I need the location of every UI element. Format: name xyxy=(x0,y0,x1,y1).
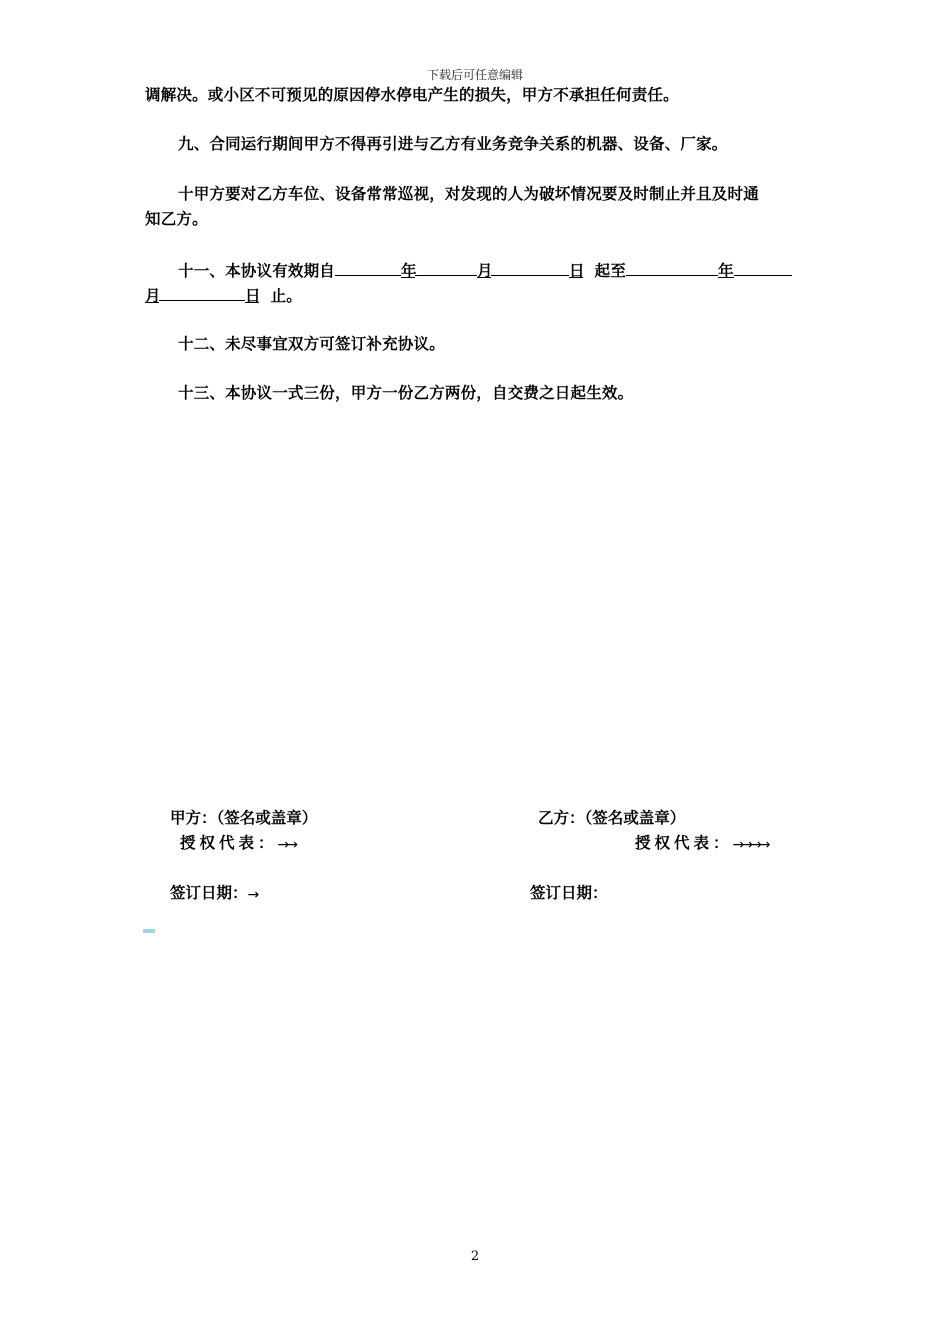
party-b-representative xyxy=(635,831,767,853)
arrow-marks: → xyxy=(247,887,257,903)
header-note: 下载后可任意编辑 xyxy=(426,68,523,82)
year-start-label: 年 xyxy=(401,259,415,278)
clause-eleven-end: 止。 xyxy=(270,287,303,305)
day-start-label: 日 xyxy=(569,259,583,278)
arrow-marks: →→→→ xyxy=(732,837,768,853)
month-end-label: 月 xyxy=(145,284,159,303)
blank-month-start xyxy=(415,257,477,276)
party-a-signature: 甲方：（签名或盖章） xyxy=(170,809,318,827)
month-start-label: 月 xyxy=(477,259,491,278)
highlight-mark xyxy=(143,929,155,933)
party-a-date-label: 签订日期： xyxy=(170,884,248,902)
party-b-date xyxy=(530,881,608,903)
clause-twelve: 十二、未尽事宜双方可签订补充协议。 xyxy=(178,335,445,353)
party-b-signature: 乙方：（签名或盖章） xyxy=(538,809,686,827)
clause-continuation: 调解决。或小区不可预见的原因停水停电产生的损失，甲方不承担任何责任。 xyxy=(145,86,679,104)
clause-eleven-line1 xyxy=(145,257,838,284)
blank-year-end xyxy=(626,257,718,276)
party-b-date-label: 签订日期： xyxy=(530,884,608,902)
clause-thirteen: 十三、本协议一式三份，甲方一份乙方两份，自交费之日起生效。 xyxy=(178,384,634,402)
blank-day-start xyxy=(491,257,569,276)
clause-ten-line2: 知乙方。 xyxy=(145,210,208,228)
party-a-representative xyxy=(180,831,295,853)
blank-year-end-tail xyxy=(734,257,792,276)
clause-ten-line1: 十甲方要对乙方车位、设备常常巡视，对发现的人为破坏情况要及时制止并且及时通 xyxy=(178,185,759,203)
clause-nine: 九、合同运行期间甲方不得再引进与乙方有业务竞争关系的机器、设备、厂家。 xyxy=(178,135,728,153)
page-number: 2 xyxy=(470,1249,480,1264)
party-a-rep-label: 授权代表： xyxy=(180,834,278,852)
clause-eleven-line2 xyxy=(145,282,805,309)
day-end-label: 日 xyxy=(245,284,259,303)
blank-month-end xyxy=(159,282,245,301)
party-a-date xyxy=(170,881,256,903)
arrow-marks: →→ xyxy=(277,837,295,853)
clause-eleven-to: 起至 xyxy=(594,262,627,280)
clause-eleven-prefix: 十一、本协议有效期自 xyxy=(178,262,336,280)
party-b-rep-label: 授权代表： xyxy=(635,834,733,852)
year-end-label: 年 xyxy=(718,259,734,278)
blank-year-start xyxy=(335,257,401,276)
